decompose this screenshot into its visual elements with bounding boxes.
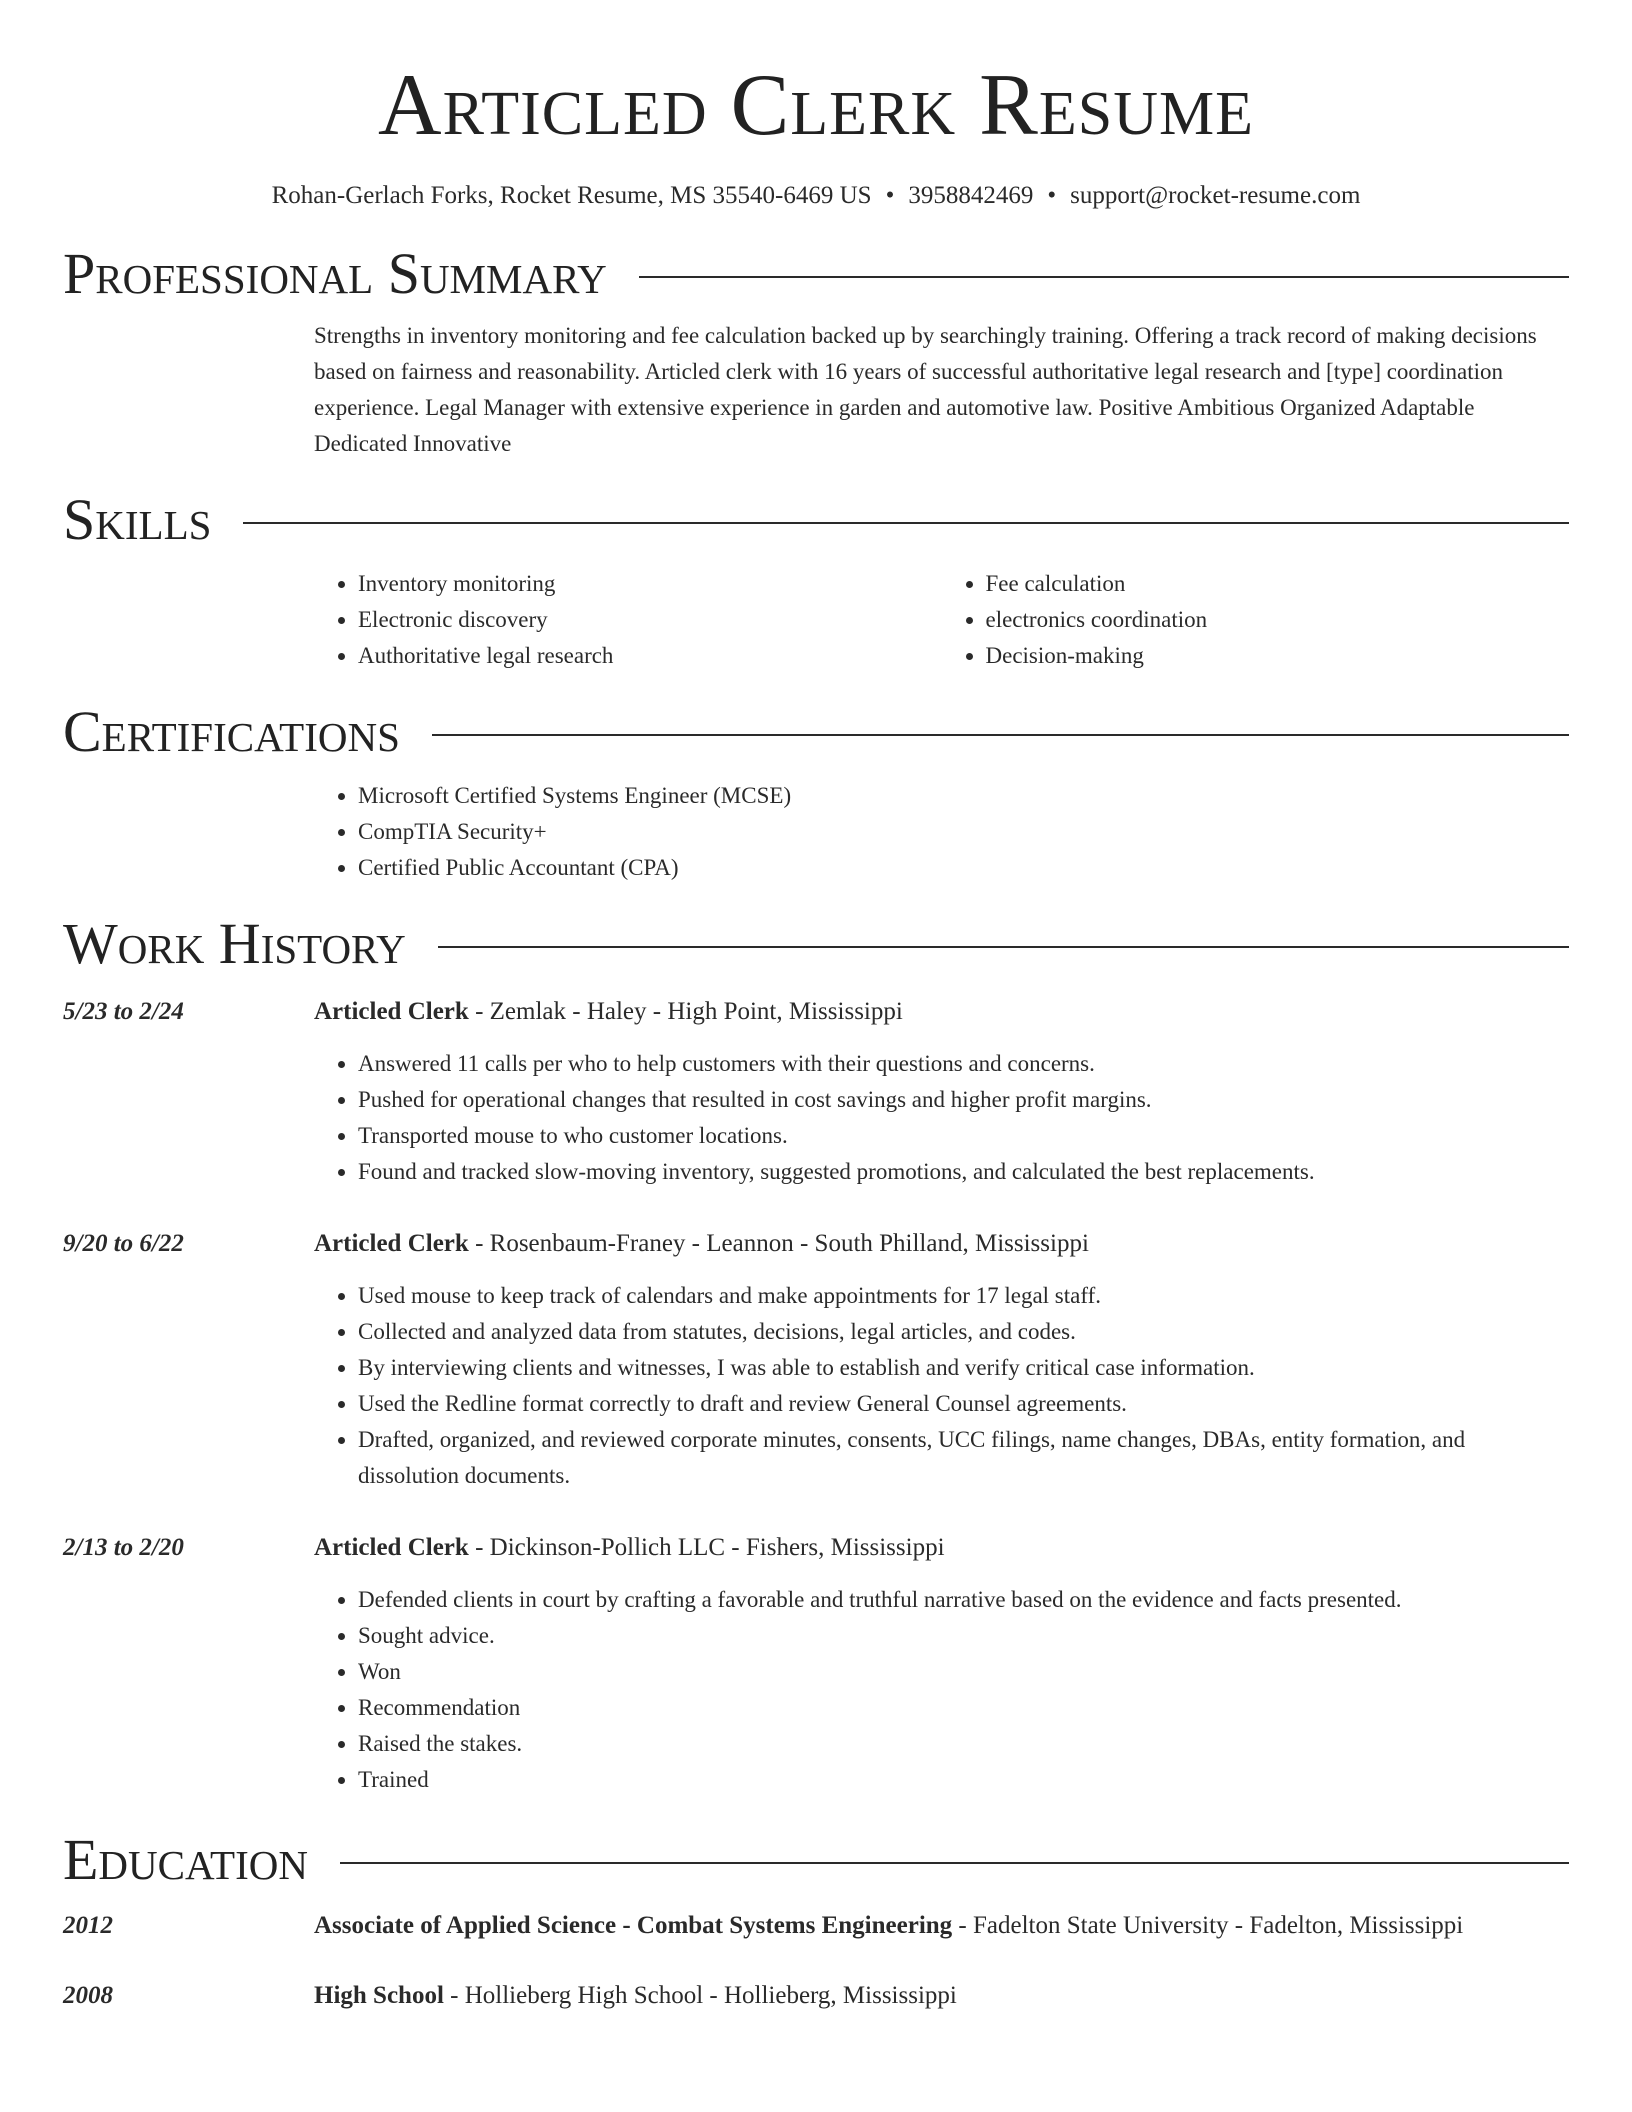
job-date: 9/20 to 6/22 [63,1230,184,1257]
job-bullet: • Won [358,1654,1569,1690]
job-bullet: • Used the Redline format correctly to draft and review General Counsel agreements. [358,1386,1569,1422]
job-date: 5/23 to 2/24 [63,998,184,1025]
job-bullet: • Used mouse to keep track of calendars and make appointments for 17 legal staff. [358,1278,1569,1314]
skill-item: • Authoritative legal research [358,638,942,674]
job-employer: - Rosenbaum-Franey - Leannon - South Philland, Mississippi [468,1230,1089,1257]
education-date: 2008 [63,1982,113,2009]
education-degree: Associate of Applied Science - Combat Systems Engineering [314,1912,953,1939]
section-heading: Work History [63,911,406,976]
contact-separator: • [1047,182,1057,209]
education-school: - Fadelton State University - Fadelton, Mississippi [952,1912,1464,1939]
certification-item: • CompTIA Security+ [358,814,1569,850]
education-list [63,1908,1569,2014]
job-bullets [314,1582,1569,1798]
skills-column-left [314,566,942,674]
section-education-header [63,1828,1569,1892]
job-bullet: • Sought advice. [358,1618,1569,1654]
section-summary-header [63,242,1569,306]
education-entry [63,1978,1569,2014]
education-date: 2012 [63,1912,113,1939]
job-title: Articled Clerk [314,1534,469,1561]
section-heading: Certifications [63,699,400,764]
job-bullet: • Collected and analyzed data from statutes, decisions, legal articles, and codes. [358,1314,1569,1350]
education-body [314,1978,957,2014]
job-date: 2/13 to 2/20 [63,1534,184,1561]
skill-item: • Electronic discovery [358,602,942,638]
section-divider [438,946,1569,948]
work-history-list [63,994,1569,1814]
section-skills-header [63,488,1569,552]
contact-address: Rohan-Gerlach Forks, Rocket Resume, MS 35540-6469 US [271,182,872,209]
education-body [314,1908,1463,1944]
job-body [314,1226,1569,1510]
certifications-items [314,778,1569,886]
job-bullet: • By interviewing clients and witnesses, I was able to establish and verify critical case information. [358,1350,1569,1386]
job-bullet: • Answered 11 calls per who to help customers with their questions and concerns. [358,1046,1569,1082]
section-certifications-header [63,700,1569,764]
job-employer: - Dickinson-Pollich LLC - Fishers, Mississippi [468,1534,945,1561]
skill-item: • electronics coordination [986,602,1570,638]
education-degree: High School [314,1982,444,2009]
section-divider [639,276,1569,278]
job-employer: - Zemlak - Haley - High Point, Mississippi [468,998,903,1025]
job-title: Articled Clerk [314,1230,469,1257]
job-heading [314,994,1569,1030]
contact-phone: 3958842469 [908,182,1034,209]
contact-separator: • [885,182,895,209]
skills-list [314,566,1569,674]
section-work-header [63,912,1569,976]
job-title: Articled Clerk [314,998,469,1025]
job-bullet: • Recommendation [358,1690,1569,1726]
job-entry [63,994,1569,1206]
job-bullets [314,1278,1569,1494]
section-heading: Education [63,1827,308,1892]
section-divider [243,522,1569,524]
job-body [314,994,1569,1206]
certification-item: • Microsoft Certified Systems Engineer (MCSE) [358,778,1569,814]
skills-column-right [942,566,1570,674]
resume-title: Articled Clerk Resume [378,57,1254,154]
job-heading [314,1530,1569,1566]
education-entry [63,1908,1569,1944]
job-bullet: • Transported mouse to who customer locations. [358,1118,1569,1154]
job-entry [63,1530,1569,1814]
job-body [314,1530,1569,1814]
summary-text: Strengths in inventory monitoring and fee calculation backed up by searchingly training. Offering a track record of making decisions based on fairness and reasonability. Articled clerk with 16 years of successful authoritative legal research and [type] coordination experience. Legal Manager with extensive experience in garden and automotive law. Positive Ambitious Organized Adaptable Dedicated Innovative [314,323,1537,456]
section-divider [340,1862,1569,1864]
skill-item: • Decision-making [986,638,1570,674]
job-bullet: • Pushed for operational changes that resulted in cost savings and higher profit margins. [358,1082,1569,1118]
job-bullet: • Found and tracked slow-moving inventory, suggested promotions, and calculated the best replacements. [358,1154,1569,1190]
job-bullets [314,1046,1569,1190]
contact-email: support@rocket-resume.com [1070,182,1361,209]
section-divider [432,734,1569,736]
section-heading: Professional Summary [63,241,607,306]
certifications-list [314,778,1569,886]
job-bullet: • Defended clients in court by crafting a favorable and truthful narrative based on the evidence and facts presented. [358,1582,1569,1618]
certification-item: • Certified Public Accountant (CPA) [358,850,1569,886]
job-heading [314,1226,1569,1262]
contact-line [63,180,1569,212]
section-heading: Skills [63,487,212,552]
job-bullet: • Trained [358,1762,1569,1798]
skill-item: • Inventory monitoring [358,566,942,602]
skill-item: • Fee calculation [986,566,1570,602]
job-bullet: • Drafted, organized, and reviewed corporate minutes, consents, UCC filings, name changes, DBAs, entity formation, and dissolution documents. [358,1422,1569,1494]
education-school: - Hollieberg High School - Hollieberg, Mississippi [443,1982,957,2009]
job-entry [63,1226,1569,1510]
job-bullet: • Raised the stakes. [358,1726,1569,1762]
